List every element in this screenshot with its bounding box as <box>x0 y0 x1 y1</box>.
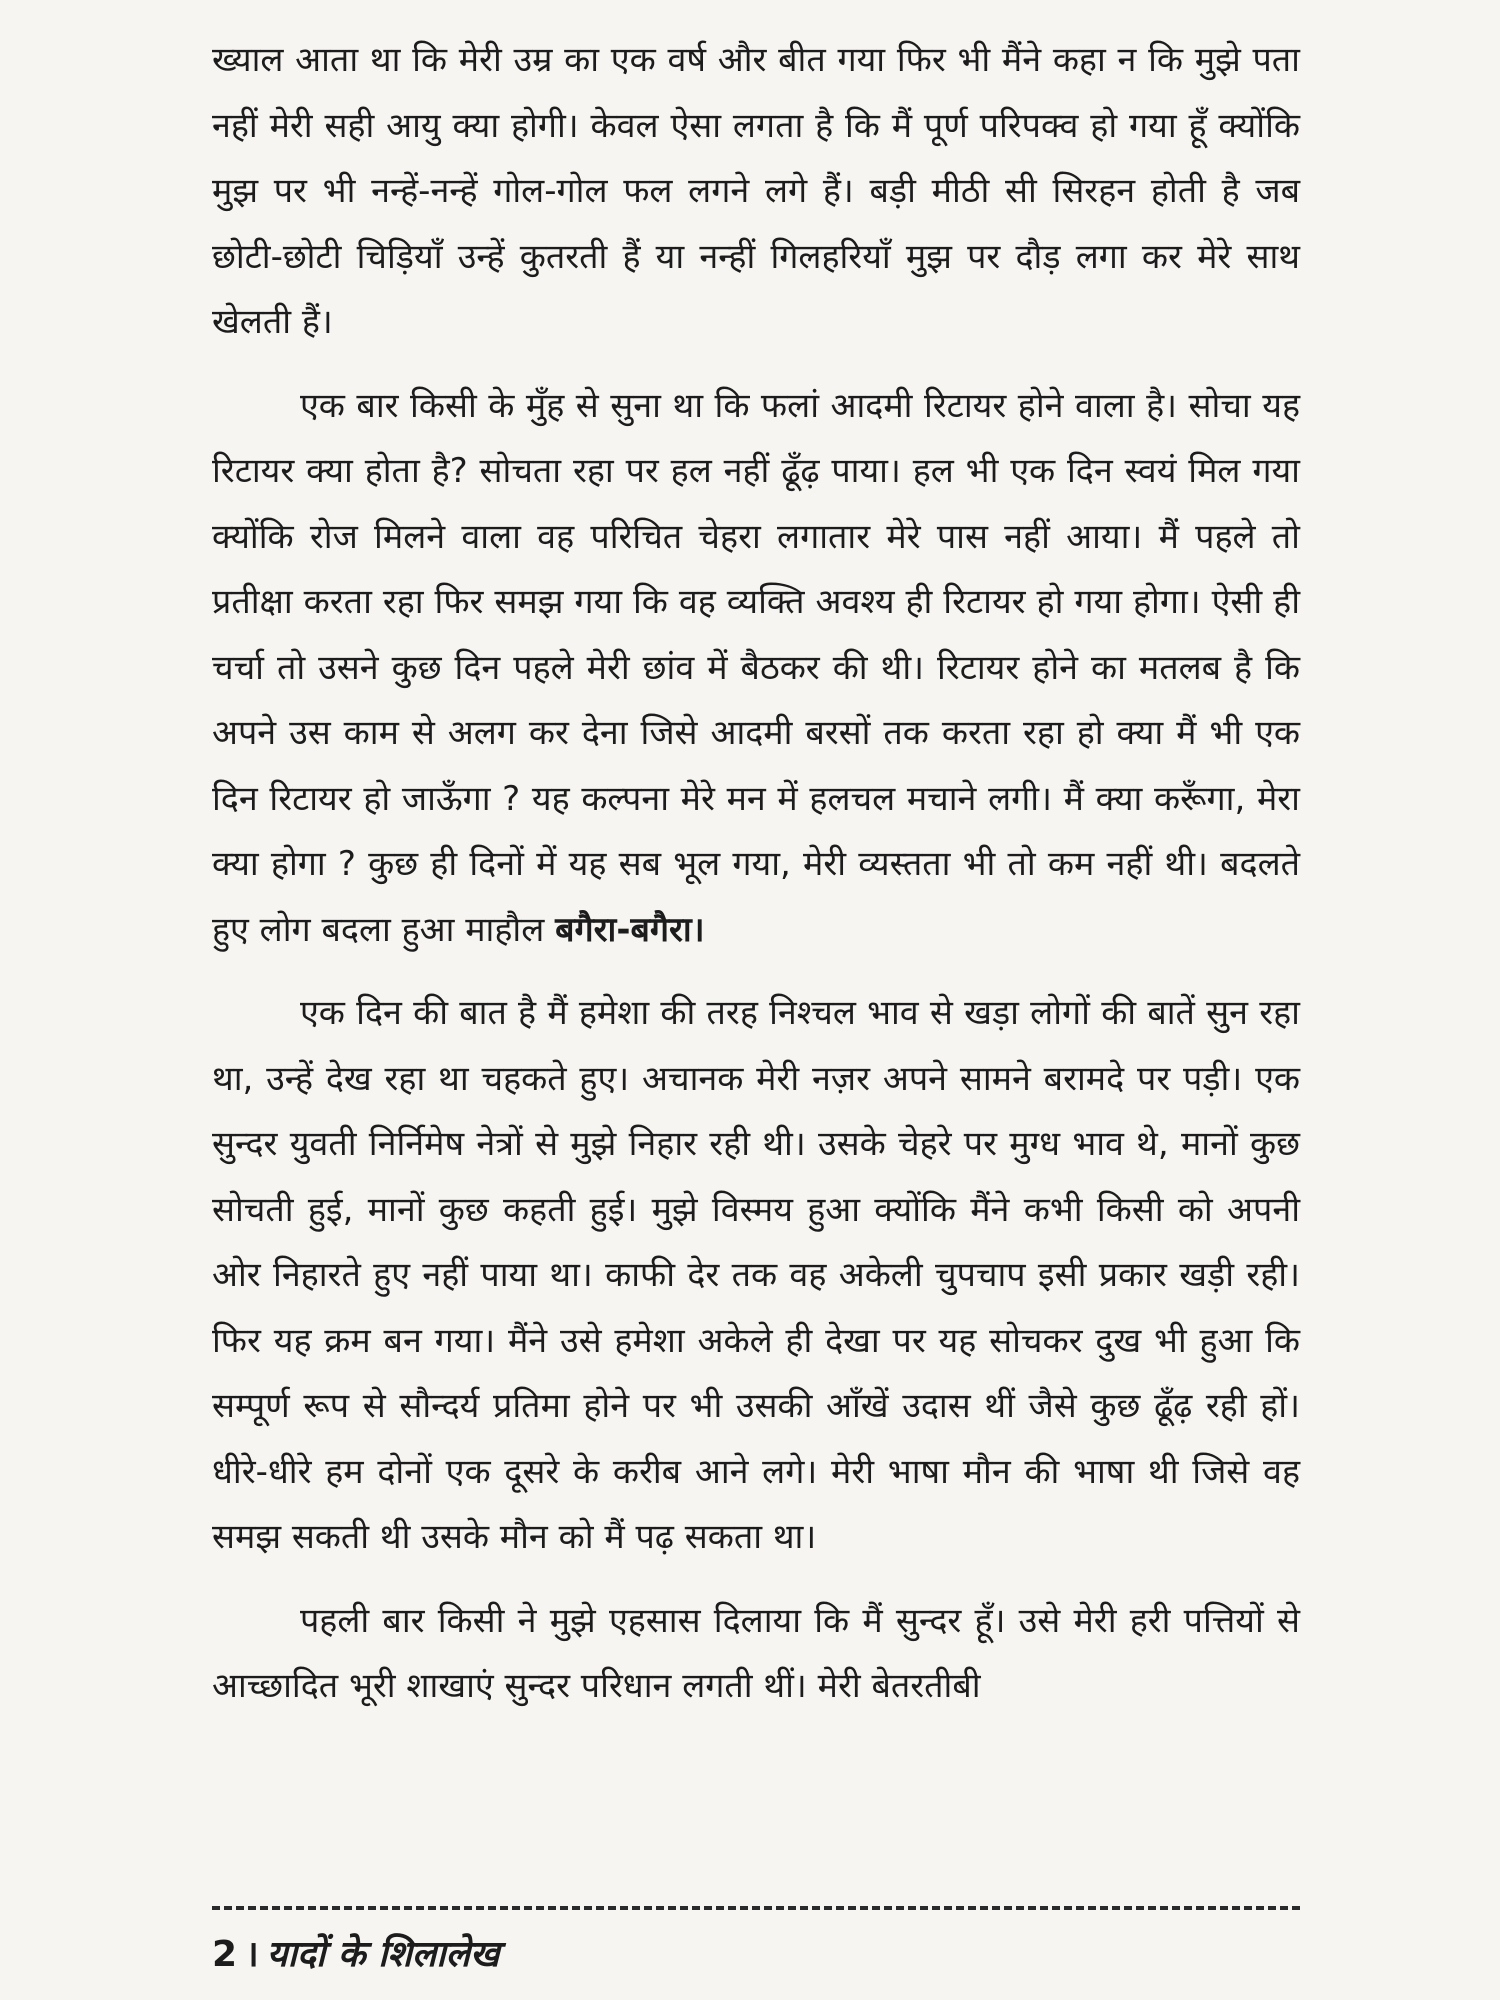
paragraph-4-text: पहली बार किसी ने मुझे एहसास दिलाया कि मैं सुन्दर हूँ। उसे मेरी हरी पत्तियों से आच्छादित भूरी शाखाएं सुन्दर परिधान लगती थीं। मेरी बेतरतीबी <box>212 1600 1300 1706</box>
paragraph-2 <box>212 374 1300 964</box>
footer-separator: । <box>245 1934 259 1975</box>
page-number: 2 <box>212 1934 238 1975</box>
paragraph-1-text: ख्याल आता था कि मेरी उम्र का एक वर्ष और बीत गया फिर भी मैंने कहा न कि मुझे पता नहीं मेरी सही आयु क्या होगी। केवल ऐसा लगता है कि मैं पूर्ण परिपक्व हो गया हूँ क्योंकि मुझ पर भी नन्हें-नन्हें गोल-गोल फल लगने लगे हैं। बड़ी मीठी सी सिरहन होती है जब छोटी-छोटी चिड़ियाँ उन्हें कुतरती हैं या नन्हीं गिलहरियाँ मुझ पर दौड़ लगा कर मेरे साथ खेलती हैं। <box>212 40 1300 342</box>
paragraph-2-bold-tail: बगैरा-बगैरा। <box>555 909 705 950</box>
paragraph-2-text: एक बार किसी के मुँह से सुना था कि फलां आदमी रिटायर होने वाला है। सोचा यह रिटायर क्या होता है? सोचता रहा पर हल नहीं ढूँढ़ पाया। हल भी एक दिन स्वयं मिल गया क्योंकि रोज मिलने वाला वह परिचित चेहरा लगातार मेरे पास नहीं आया। मैं पहले तो प्रतीक्षा करता रहा फिर समझ गया कि वह व्यक्ति अवश्य ही रिटायर हो गया होगा। ऐसी ही चर्चा तो उसने कुछ दिन पहले मेरी छांव में बैठकर की थी। रिटायर होने का मतलब है कि अपने उस काम से अलग कर देना जिसे आदमी बरसों तक करता रहा हो क्या मैं भी एक दिन रिटायर हो जाऊँगा ? यह कल्पना मेरे मन में हलचल मचाने लगी। मैं क्या करूँगा, मेरा क्या होगा ? कुछ ही दिनों में यह सब भूल गया, मेरी व्यस्तता भी तो कम नहीं थी। बदलते हुए लोग बदला हुआ माहौल <box>212 385 1300 950</box>
footer-divider <box>212 1906 1300 1910</box>
paragraph-1 <box>212 28 1300 356</box>
paragraph-3 <box>212 981 1300 1571</box>
book-title: यादों के शिलालेख <box>266 1934 500 1975</box>
paragraph-3-text: एक दिन की बात है मैं हमेशा की तरह निश्चल भाव से खड़ा लोगों की बातें सुन रहा था, उन्हें देख रहा था चहकते हुए। अचानक मेरी नज़र अपने सामने बरामदे पर पड़ी। एक सुन्दर युवती निर्निमेष नेत्रों से मुझे निहार रही थी। उसके चेहरे पर मुग्ध भाव थे, मानों कुछ सोचती हुई, मानों कुछ कहती हुई। मुझे विस्मय हुआ क्योंकि मैंने कभी किसी को अपनी ओर निहारते हुए नहीं पाया था। काफी देर तक वह अकेली चुपचाप इसी प्रकार खड़ी रही। फिर यह क्रम बन गया। मैंने उसे हमेशा अकेले ही देखा पर यह सोचकर दुख भी हुआ कि सम्पूर्ण रूप से सौन्दर्य प्रतिमा होने पर भी उसकी आँखें उदास थीं जैसे कुछ ढूँढ़ रही हों। धीरे-धीरे हम दोनों एक दूसरे के करीब आने लगे। मेरी भाषा मौन की भाषा थी जिसे वह समझ सकती थी उसके मौन को मैं पढ़ सकता था। <box>212 993 1300 1557</box>
page-footer <box>212 1928 499 1977</box>
paragraph-4 <box>212 1589 1300 1720</box>
